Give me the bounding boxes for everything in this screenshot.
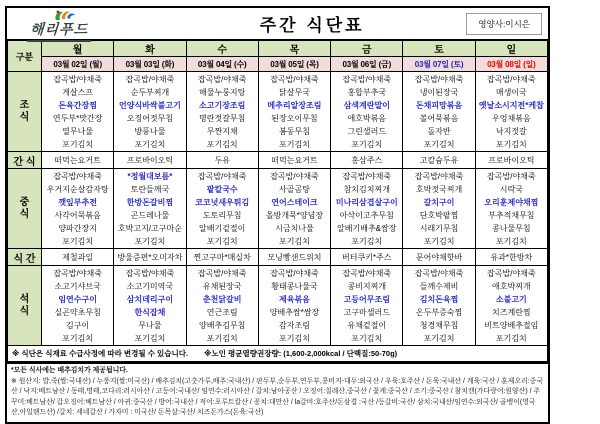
snack-cell-afternoon-snack-thu: 모닝빵샌드위치 — [258, 249, 330, 266]
menu-item: 호박고지/고구마순 — [117, 223, 182, 233]
menu-item: 고구마샐러드 — [343, 307, 390, 317]
menu-item: 포기김치 — [206, 139, 238, 149]
menu-item: 오리훈제야채찜 — [484, 197, 539, 207]
menu-item: 볼어묵볶음 — [419, 113, 459, 123]
menu-item: 아삭이고추무침 — [339, 210, 394, 220]
menu-cell-breakfast-sun — [475, 72, 547, 152]
menu-item: 소고기샤브국 — [54, 281, 101, 291]
snack-cell-afternoon-snack-mon: 제철과일 — [42, 249, 114, 266]
menu-item: 김구이 — [66, 320, 90, 330]
snack-cell-morning-snack-sun: 프로바이오틱 — [475, 152, 547, 169]
calorie-note: ※노인 평균열량권장량: (1,600-2,000kcal / 단백질:50-70g) — [204, 349, 398, 358]
menu-item: 갈치구이 — [423, 197, 455, 207]
harifood-logo — [10, 9, 158, 39]
menu-item: 냉이된장국 — [419, 87, 459, 97]
menu-item: 잡곡밥/야채죽 — [197, 268, 247, 278]
menu-item: 들깨수제비 — [419, 281, 459, 291]
dietitian-badge: 영양사:이시은 — [466, 13, 542, 35]
menu-item: 잡곡밥/야채죽 — [414, 268, 464, 278]
menu-item: 춘천닭갈비 — [202, 294, 242, 304]
table-note-row — [8, 346, 548, 362]
menu-item: 시금치나물 — [275, 223, 314, 233]
menu-cell-breakfast-mon — [42, 72, 114, 152]
menu-item: 잡곡밥/야채죽 — [487, 171, 536, 181]
menu-item: 사골곰탕 — [279, 184, 310, 194]
menu-item: 무나물 — [138, 320, 162, 330]
date-sun: 03월 08일 (일) — [475, 57, 547, 72]
menu-item: 잡곡밥/야채죽 — [342, 268, 392, 278]
menu-item: 시래기무침 — [419, 223, 459, 233]
day-header-wed: 수 — [186, 40, 258, 57]
menu-item: 소고기장조림 — [199, 100, 246, 110]
menu-item: 포기김치 — [495, 139, 527, 149]
origin-note: ※ 원산지: 밥,죽(쌀:국내산) / 누룽지(쌀:미국산) / 배추김치(고춧가루,배추:국내산) / 판두부,순두부,연두부,콩비지-대두:외국산 / 우육:호주산 / 돈육:국내산 / 계육:국산 / 훈제오리:중국산 / 낙지:베트남산 / 동태,명태,코다리:러시아산 / 고등어:국내산/ 임연수:러시아산 / 갈치:남아공산 / 오징어:칠레산,중국산 / 꽃게:중국산 / 조기:중국산 / 참치캔(가다랑어:원양산) / 주꾸미:베트남산/ 갑오징어:베트남산 / 아귀:중국산 / 방어:국내산 / 적어:포루트칼산 / 꽁치:대만산 / la갈비:호주산/돈삼겹 :국산 /등갈비:국산/ 삼치:국내산/임연수:외국산/ 골뱅이(영국산,아일랜드산) /갈치: 세네갈산 / 가자미 : 미국산/ 돈목살:국산/ 치즈돈가스(돈육:국산) — [11, 377, 543, 417]
menu-cell-dinner-sat — [403, 266, 475, 346]
menu-item: 포기김치 — [351, 139, 383, 149]
menu-cell-dinner-wed — [186, 266, 258, 346]
snack-cell-morning-snack-wed: 두유 — [186, 152, 258, 169]
menu-item: 포기김치 — [206, 333, 238, 343]
menu-item: 포기김치 — [495, 333, 527, 343]
menu-item: 방풍나물 — [134, 126, 166, 136]
day-header-fri: 금 — [331, 40, 403, 57]
menu-item: 포기김치 — [134, 139, 166, 149]
menu-item: 잡곡밥/야채죽 — [270, 171, 319, 181]
menu-item: 된장오이무침 — [271, 113, 318, 123]
menu-item: 포기김치 — [62, 333, 94, 343]
section-label-lunch: 중 식 — [8, 169, 42, 249]
menu-item: 비트양배추절임 — [484, 320, 539, 330]
menu-item: 곤드레나물 — [130, 210, 170, 220]
menu-cell-dinner-thu — [258, 266, 330, 346]
menu-item: 양파간장지 — [58, 223, 97, 233]
menu-item: 잡곡밥/야채죽 — [270, 268, 319, 278]
menu-item: 임연수구이 — [58, 294, 97, 304]
menu-item: 홍합부추국 — [347, 87, 387, 97]
menu-item: 포기김치 — [62, 139, 94, 149]
section-label-afternoon-snack: 식 간 — [8, 249, 42, 266]
menu-cell-dinner-fri — [331, 266, 403, 346]
menu-item: 부추적채무침 — [488, 210, 535, 220]
menu-item: 포기김치 — [495, 236, 527, 246]
menu-item: 제육볶음 — [279, 294, 310, 304]
menu-item: 포기김치 — [279, 139, 310, 149]
menu-item: 잡곡밥/야채죽 — [414, 171, 464, 181]
section-label-dinner: 석 식 — [8, 266, 42, 346]
menu-item: 실곤약초무침 — [54, 307, 101, 317]
menu-cell-lunch-wed — [186, 169, 258, 249]
day-header-tue: 화 — [114, 40, 186, 57]
menu-item: 단호박팥찜 — [419, 210, 459, 220]
menu-item: 알배기겉절이 — [199, 223, 246, 233]
section-label-morning-snack: 간 식 — [8, 152, 42, 169]
menu-item: 포기김치 — [206, 236, 238, 246]
menu-item: 유채겉절이 — [347, 320, 387, 330]
menu-item: 호박젓국찌개 — [415, 184, 463, 194]
menu-item: 게살스프 — [62, 87, 94, 97]
menu-item: 애호박볶음 — [347, 113, 387, 123]
menu-item: 연어스테이크 — [271, 197, 318, 207]
menu-item: 잡곡밥/야채죽 — [197, 171, 247, 181]
menu-cell-breakfast-fri — [331, 72, 403, 152]
date-fri: 03월 06일 (금) — [331, 57, 403, 72]
menu-item: 소고기미역국 — [126, 281, 174, 291]
menu-item: 연근조림 — [206, 307, 238, 317]
menu-item: 포기김치 — [351, 236, 383, 246]
menu-item: 김치돈육찜 — [419, 294, 459, 304]
menu-cell-breakfast-wed — [186, 72, 258, 152]
menu-cell-dinner-sun — [475, 266, 547, 346]
menu-item: 순두부찌개 — [130, 87, 170, 97]
menu-item: 오징어젓무침 — [126, 113, 174, 123]
menu-item: 포기김치 — [423, 333, 455, 343]
day-header-mon: 월 — [42, 40, 114, 57]
day-header-thu: 목 — [258, 40, 330, 57]
menu-cell-lunch-sat — [403, 169, 475, 249]
menu-item: 닭살무국 — [279, 87, 310, 97]
snack-cell-afternoon-snack-sun: 유과*한방차 — [475, 249, 547, 266]
menu-item: 미나리삼겹살구이 — [335, 197, 398, 207]
menu-cell-lunch-thu — [258, 169, 330, 249]
date-tue: 03월 03일 (화) — [114, 57, 186, 72]
menu-item: 열무나물 — [62, 126, 94, 136]
menu-item: 소불고기 — [495, 294, 527, 304]
menu-item: 시락국 — [499, 184, 523, 194]
menu-cell-breakfast-tue — [114, 72, 186, 152]
menu-item: 깻잎부추전 — [58, 197, 97, 207]
menu-item: 봄동무침 — [279, 126, 310, 136]
menu-item: 메추리알장조림 — [267, 100, 322, 110]
menu-item: 토란들깨국 — [130, 184, 170, 194]
menu-item: 잡곡밥/야채죽 — [414, 74, 464, 84]
menu-item: 잡곡밥/야채죽 — [487, 268, 536, 278]
menu-item: 한방돈갈비찜 — [126, 197, 174, 207]
menu-item: 옛날소시지전*케찹 — [478, 100, 544, 110]
menu-item: 잡곡밥/야채죽 — [125, 268, 175, 278]
menu-cell-breakfast-thu — [258, 72, 330, 152]
menu-item: 양배추김무침 — [199, 320, 246, 330]
menu-item: 고등어무조림 — [343, 294, 390, 304]
menu-item: 포기김치 — [134, 333, 166, 343]
menu-item: 포기김치 — [423, 236, 455, 246]
menu-item: 감자조림 — [279, 320, 310, 330]
menu-item: 잡곡밥/야채죽 — [342, 171, 392, 181]
menu-item: 연두부*맛간장 — [52, 113, 103, 123]
menu-item: 한식잡채 — [134, 307, 166, 317]
menu-item: 유채된장국 — [202, 281, 242, 291]
page-title: 주간 식단표 — [259, 16, 365, 35]
menu-item: 삼색계란말이 — [343, 100, 390, 110]
menu-item: 삼치데리구이 — [126, 294, 174, 304]
menu-item: 매생이국 — [495, 87, 527, 97]
day-header-sat: 토 — [403, 40, 475, 57]
snack-cell-afternoon-snack-tue: 방울증편*오미자차 — [114, 249, 186, 266]
weekly-menu-table — [7, 39, 548, 362]
kimchi-note: *모든 식사에는 배추김치가 제공됩니다. — [11, 367, 128, 374]
menu-item: 팥칼국수 — [206, 184, 238, 194]
menu-item: 잡곡밥/야채죽 — [270, 74, 319, 84]
menu-item: 낙지젓갈 — [495, 126, 527, 136]
menu-item: *정월대보름* — [127, 171, 173, 181]
menu-item: 콩비지찌개 — [347, 281, 387, 291]
menu-sheet — [5, 6, 550, 424]
menu-item: 잡곡밥/야채죽 — [197, 74, 247, 84]
menu-cell-lunch-sun — [475, 169, 547, 249]
menu-cell-lunch-mon — [42, 169, 114, 249]
snack-cell-morning-snack-fri: 홍삼주스 — [331, 152, 403, 169]
menu-item: 포기김치 — [351, 333, 383, 343]
menu-item: 사각어묵볶음 — [54, 210, 101, 220]
menu-cell-lunch-fri — [331, 169, 403, 249]
date-mon: 03월 02일 (월) — [42, 57, 114, 72]
menu-item: 해물누룽지탕 — [199, 87, 246, 97]
menu-item: 언양식바싹불고기 — [119, 100, 181, 110]
origin-footnote-box — [7, 362, 548, 422]
menu-item: 명란젓갈무침 — [199, 113, 246, 123]
menu-item: 온두부증숙찜 — [415, 307, 463, 317]
menu-cell-lunch-tue — [114, 169, 186, 249]
corner-label: 구분 — [8, 40, 42, 72]
menu-item: 도토리무침 — [202, 210, 242, 220]
menu-item: 올방개묵*양념장 — [265, 210, 324, 220]
snack-cell-morning-snack-sat: 고칼슘두유 — [403, 152, 475, 169]
menu-cell-dinner-mon — [42, 266, 114, 346]
menu-item: 청경채무침 — [419, 320, 459, 330]
menu-item: 잡곡밥/야채죽 — [125, 74, 175, 84]
snack-cell-afternoon-snack-wed: 찐고구마*매실차 — [186, 249, 258, 266]
menu-item: 참치김치찌개 — [343, 184, 390, 194]
menu-change-note: ※ 식단은 식재료 수급사정에 따라 변경될 수 있습니다. — [12, 349, 189, 358]
logo-text: 해리푸드 — [27, 19, 93, 42]
menu-item: 잡곡밥/야채죽 — [53, 74, 102, 84]
menu-cell-dinner-tue — [114, 266, 186, 346]
menu-item: 우거지순살감자탕 — [46, 184, 109, 194]
menu-item: 돈육간장찜 — [58, 100, 97, 110]
menu-item: 우엉채볶음 — [492, 113, 531, 123]
menu-item: 돌자반 — [427, 126, 451, 136]
menu-item: 잡곡밥/야채죽 — [487, 74, 536, 84]
snack-cell-morning-snack-tue: 프로바이오틱 — [114, 152, 186, 169]
menu-item: 잡곡밥/야채죽 — [342, 74, 392, 84]
snack-cell-morning-snack-mon: 떠먹는요거트 — [42, 152, 114, 169]
menu-item: 양배추쌈*쌈장 — [269, 307, 320, 317]
date-thu: 03월 05일 (목) — [258, 57, 330, 72]
menu-item: 코코넛새우튀김 — [195, 197, 250, 207]
menu-item: 포기김치 — [279, 236, 310, 246]
day-header-sun: 일 — [475, 40, 547, 57]
date-sat: 03월 07일 (토) — [403, 57, 475, 72]
menu-item: 황태콩나물국 — [271, 281, 318, 291]
menu-item: 돈채피망볶음 — [415, 100, 463, 110]
section-label-breakfast: 조 식 — [8, 72, 42, 152]
snack-cell-morning-snack-thu: 떠먹는요거트 — [258, 152, 330, 169]
date-wed: 03월 04일 (수) — [186, 57, 258, 72]
menu-item: 잡곡밥/야채죽 — [53, 268, 102, 278]
menu-item: 포기김치 — [134, 236, 166, 246]
menu-cell-breakfast-sat — [403, 72, 475, 152]
menu-item: 콩나물무침 — [492, 223, 531, 233]
menu-item: 그린샐러드 — [347, 126, 387, 136]
header — [7, 8, 548, 39]
menu-item: 잡곡밥/야채죽 — [53, 171, 102, 181]
menu-item: 애호박찌개 — [492, 281, 531, 291]
menu-item: 포기김치 — [423, 139, 455, 149]
snack-cell-afternoon-snack-sat: 문어야채핫바 — [403, 249, 475, 266]
snack-cell-afternoon-snack-fri: 버터쿠키*주스 — [331, 249, 403, 266]
menu-item: 알배기배추&쌈장 — [337, 223, 397, 233]
menu-item: 치즈계란찜 — [492, 307, 531, 317]
menu-item: 무짠지채 — [206, 126, 238, 136]
menu-item: 포기김치 — [279, 333, 310, 343]
menu-item: 포기김치 — [62, 236, 94, 246]
